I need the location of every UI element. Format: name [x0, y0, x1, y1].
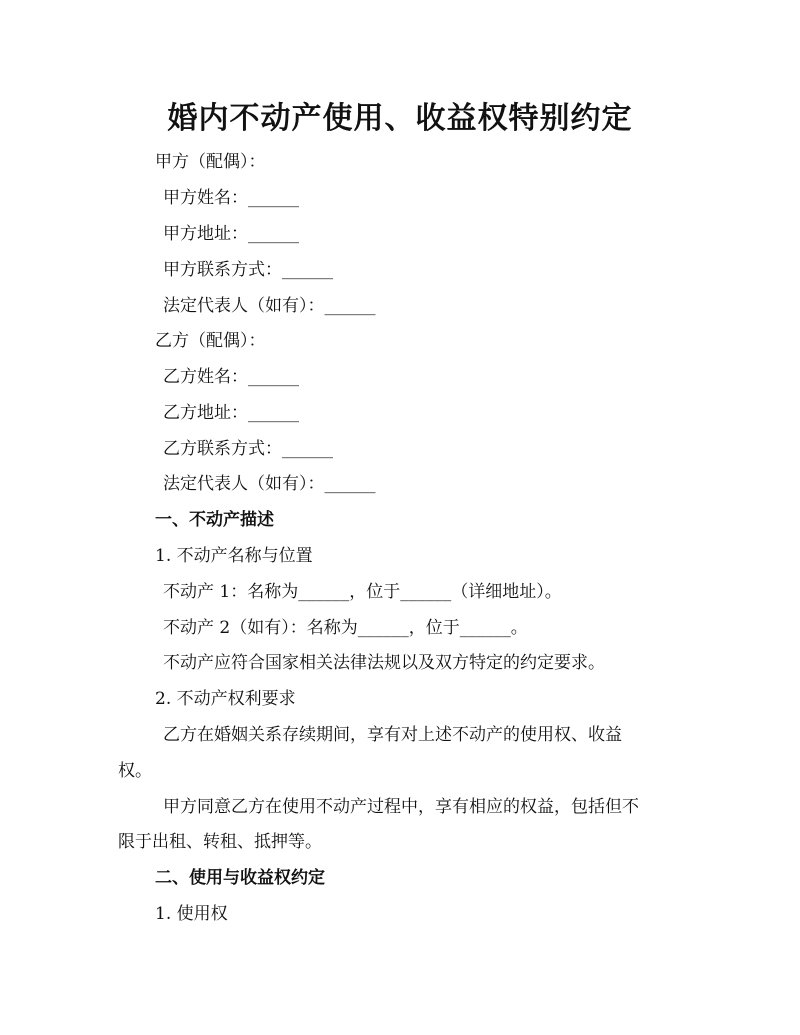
rights-paragraph-1-line-1: 乙方在婚姻关系存续期间，享有对上述不动产的使用权、收益: [163, 725, 622, 745]
document-title: 婚内不动产使用、收益权特别约定: [167, 101, 633, 136]
party-a-contact: 甲方联系方式：______: [163, 260, 333, 280]
party-b-contact: 乙方联系方式：______: [163, 439, 333, 459]
party-b-address: 乙方地址：______: [163, 403, 299, 423]
party-a-representative: 法定代表人（如有）：______: [163, 296, 376, 316]
party-a-address: 甲方地址：______: [163, 224, 299, 244]
property-2-line: 不动产 2（如有）：名称为______，位于______。: [163, 618, 528, 638]
section-1-subheading-1: 1. 不动产名称与位置: [155, 546, 313, 566]
section-2-heading: 二、使用与收益权约定: [155, 868, 325, 888]
party-b-representative: 法定代表人（如有）：______: [163, 474, 376, 494]
property-1-line: 不动产 1：名称为______，位于______（详细地址）。: [163, 582, 562, 602]
section-1-subheading-2: 2. 不动产权利要求: [155, 689, 296, 709]
party-b-heading: 乙方（配偶）：: [155, 331, 266, 351]
party-b-name: 乙方姓名：______: [163, 367, 299, 387]
party-a-heading: 甲方（配偶）：: [155, 152, 266, 172]
property-compliance-line: 不动产应符合国家相关法律法规以及双方特定的约定要求。: [163, 653, 605, 673]
section-1-heading: 一、不动产描述: [155, 510, 274, 530]
rights-paragraph-2-line-1: 甲方同意乙方在使用不动产过程中，享有相应的权益，包括但不: [163, 797, 639, 817]
section-2-subheading-1: 1. 使用权: [155, 904, 228, 924]
rights-paragraph-1-line-2: 权。: [118, 761, 152, 781]
party-a-name: 甲方姓名：______: [163, 188, 299, 208]
rights-paragraph-2-line-2: 限于出租、转租、抵押等。: [118, 832, 322, 852]
